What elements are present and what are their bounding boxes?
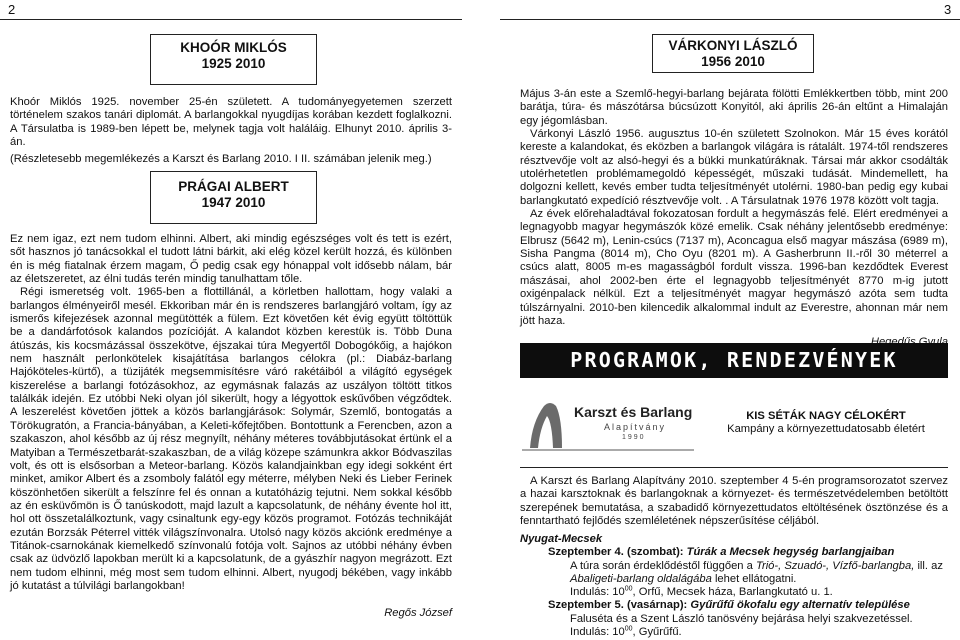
logo-line2: Alapítvány: [604, 422, 667, 432]
day1-line1-a: A túra során érdeklődéstől függően a: [570, 559, 753, 572]
varkonyi-section: [520, 88, 948, 350]
varkonyi-name: VÁRKONYI LÁSZLÓ: [668, 38, 798, 53]
day2-line2: [520, 626, 948, 639]
day1-start-minutes: 00: [624, 585, 633, 593]
varkonyi-years: 1956 2010: [701, 54, 765, 69]
day1-line3: [520, 586, 948, 599]
day1-line2-cave: Abaligeti-barlang oldalágába: [570, 572, 712, 585]
day1-start-label: Indulás: 10: [570, 586, 625, 599]
day1-start-place: , Orfű, Mecsek háza, Barlangkutató u. 1.: [632, 586, 833, 599]
day2-start-place: , Gyűrűfű.: [632, 626, 682, 639]
day2-heading: [520, 599, 948, 612]
logo-line3: 1990: [622, 434, 646, 441]
day1-line2-b: lehet ellátogatni.: [714, 572, 797, 585]
kis-setak-subtitle: Kampány a környezettudatosabb életért: [727, 423, 925, 435]
khoor-name: KHOÓR MIKLÓS: [180, 40, 287, 55]
program-intro-section: [520, 475, 948, 528]
pragai-years: 1947 2010: [201, 195, 266, 210]
varkonyi-text-1: Május 3-án este a Szemlő-hegyi-barlang bejárata fölötti Emlékkertben több, mint 200 barátja, túra- és mászótársa búcsúzott Konyitól, aki április 26-án eltűnt a Himalaján egy jégomlásban.: [520, 88, 948, 127]
varkonyi-text-2: Várkonyi László 1956. augusztus 10-én született Szolnokon. Már 15 éves korától kereste a kalandokat, és eközben a barlangok világára is rátalált. 1974-től rendszeres résztvevője volt az alsó-hegyi és a bükki munkatúráknak. Társai már akkor csodálták utolérhetetlen problémamegoldó képességét, műszaki tudását. Mindemellett, ha dolgozni kellett, kevés ember tudta teljesítményét utolérni. 1980-ban pedig egy kubai barlangkutató expedíció résztvevője volt. . A Társulatnak 1976 1978 között volt tagja.: [520, 128, 948, 207]
programs-rule: [520, 467, 948, 468]
pragai-signature: Regős József: [384, 607, 452, 620]
pragai-name: PRÁGAI ALBERT: [178, 179, 289, 194]
day2-title: Gyűrűfű ökofalu egy alternatív települése: [690, 599, 910, 612]
khoor-text: Khoór Miklós 1925. november 25-én született. A tudományegyetemen szerzett történelem szakos tanári diplomát. A barlangokkal nyugdíjas korában kezdett foglalkozni. A Társulatba is 1989-ben lépett be, melynek tagja volt haláláig. Elhunyt 2010. április 3-án.: [10, 96, 452, 149]
schedule: [520, 533, 948, 639]
day1-date: Szeptember 4. (szombat):: [548, 546, 684, 559]
day2-start-label: Indulás: 10: [570, 626, 625, 639]
logo-line1: Karszt és Barlang: [574, 404, 693, 420]
khoor-title-box: [150, 34, 317, 85]
kis-setak-title: KIS SÉTÁK NAGY CÉLOKÉRT: [746, 410, 906, 422]
pragai-text: Ez nem igaz, ezt nem tudom elhinni. Albert, aki mindig egészséges volt és tett is ezért, sőt hasznos jó tanácsokkal el tudott látni bárkit, aki elég közel került hozzá, és különben én is még fiatalnak érzem magam, Ő pedig csak egy hónappal volt idősebb nálam, bár az életszeretet, az élni tudás terén mindig tanulhattam tőle.: [10, 233, 452, 286]
day1-line1-c: ill. az: [917, 559, 943, 572]
header-rule-right: [500, 19, 960, 20]
pragai-text-2: Régi ismeretség volt. 1965-ben a flottillánál, a körletben hallottam, hogy valaki a barlangos élményeiről mesél. Ekkoriban már én is rendszeres barlangjáró voltam, így az ismerős kifejezések azonnal megütötték a fülem. Ezt követően két évig együtt töltöttük be a dandárfotósok kalandos pozícióját. A kalandot közben kerestük is. Több Duna átúszás, kis kocsmázással összekötve, éjszakai túra Megyertől Dobogókőig, a hajókon nem használt perlonkötelek kisajátítása barlangos célokra (pl.: Diabáz-barlang Hajóköteles-kürtő), a tüzijáték megsemmisítésre váró rakétáiból a világító egységek kiszerelése a barlangi fotózásokhoz, az egymásnak falazás az uszályon töltött titkos találkák idején. Ez utóbbi Neki olyan jól sikerült, hogy a légyottok eskűvőben végződtek. A leszerelést követően jöttek a közös barlangjárások: Solymár, Szemlő, bontogatás a Törökugratón, a Francia-bányában, a Keleti-kőfejtőben. Bontottunk a Ferencben, azon a szakaszon, ahol később az új rész megnyílt, néhány méteres továbbjutásokat értünk el a Matyiban a Természetbarát-szakaszban, de a világ közepe számunkra akkor Bódvaszilas volt, és ott is elsősorban a Meteor-barlang. Közös kalandjainkban egy idegi sokként ért minket, amikor Albert és a zsomboly falától egy méterre, mélyben Neki és Lieber Ferinek köszönhetően sikerült a felszínre fel és onnan a kutatóházig tejutni. Nem sokkal később az én esküvőmön is Ő tanúskodott, majd lazult a kapcsolatunk, de néhány évente hol itt, hol ott összetalálkoztunk, vagy csinaltunk egy-egy közös programot. Fotózás technikáját ezután Borzsák Péterrel vitték világszínvonalra. Utolsó nagy közös akciónk eredménye a Titánok-csarnokának kiemelkedő színvonalú fotója volt. Sajnos az utóbbi néhány évben csak az üdvözlő lapokban merült ki a kapcsolatunk, de a gyászhír nagyon megrázott. Ezt nem tudom elhinni, még most sem tudom elhinni. Albert, nyugodj békében, vagy inkább jó kutatást a túlvilági barlangokban!: [10, 286, 452, 592]
pragai-section: [10, 233, 452, 621]
page-number-right: 3: [944, 2, 952, 17]
karszt-barlang-logo: [522, 392, 694, 454]
day2-date: Szeptember 5. (vasárnap):: [548, 599, 688, 612]
kis-setak-block: [704, 410, 948, 436]
khoor-years: 1925 2010: [201, 56, 266, 71]
header-rule-left: [0, 19, 462, 20]
varkonyi-title-box: [652, 34, 814, 73]
day1-line1-caves: Trió-, Szuadó-, Vízfő-barlangba,: [755, 559, 915, 572]
day1-title: Túrák a Mecsek hegység barlangjaiban: [686, 546, 895, 559]
program-intro: A Karszt és Barlang Alapítvány 2010. szeptember 4 5-én programsorozatot szervez a hazai karsztoknak és barlangoknak a környezet- és természetvédelemben betöltött szerepének bemutatása, a szabadidő környezettudatos eltöltésének ösztönzése és a fenntartható fejlődés szemléletének népszerűsítése céljából.: [520, 475, 948, 528]
khoor-section: [10, 96, 452, 167]
day2-start-minutes: 00: [624, 625, 633, 633]
day1-line1: [520, 560, 948, 573]
day1-heading: [520, 546, 948, 559]
programs-banner: PROGRAMOK, RENDEZVÉNYEK: [520, 343, 948, 378]
khoor-note: (Részletesebb megemlékezés a Karszt és Barlang 2010. I II. számában jelenik meg.): [10, 153, 432, 166]
varkonyi-text-3: Az évek előrehaladtával fokozatosan fordult a hegymászás felé. Elért eredményei a legnagyobb magyar hegymászók közé emelik. Csak néhány jelentősebb eredménye: Elbrusz (5642 m), Lenin-csúcs (7137 m), Aconcagua első magyar mászása (6989 m), Sisha Pangma (8014 m), Cho Oyu (8201 m). A Gasherbrunn II.-ről 30 méterrel a csúcs alatt, 8005 m-es magasságból fordult vissza. 1996-ban kezdődtek Everest mászásai, ahol 2002-ben érte el legnagyobb teljesítményét 8770 m-ig jutott oxigénpalack nélkül. Ezt a teljesítményét magyar hegymászó azóta sem tudta túlszárnyalni. 2010-ben kilencedik alkalommal indult az Everestre, ahonnan már nem jött haza.: [520, 208, 948, 327]
day2-line1: Faluséta és a Szent László tanösvény bejárása helyi szakvezetéssel.: [570, 612, 913, 625]
page-number-left: 2: [8, 2, 16, 17]
schedule-region: Nyugat-Mecsek: [520, 533, 603, 545]
pragai-title-box: [150, 171, 317, 224]
day1-line2: [520, 573, 948, 586]
